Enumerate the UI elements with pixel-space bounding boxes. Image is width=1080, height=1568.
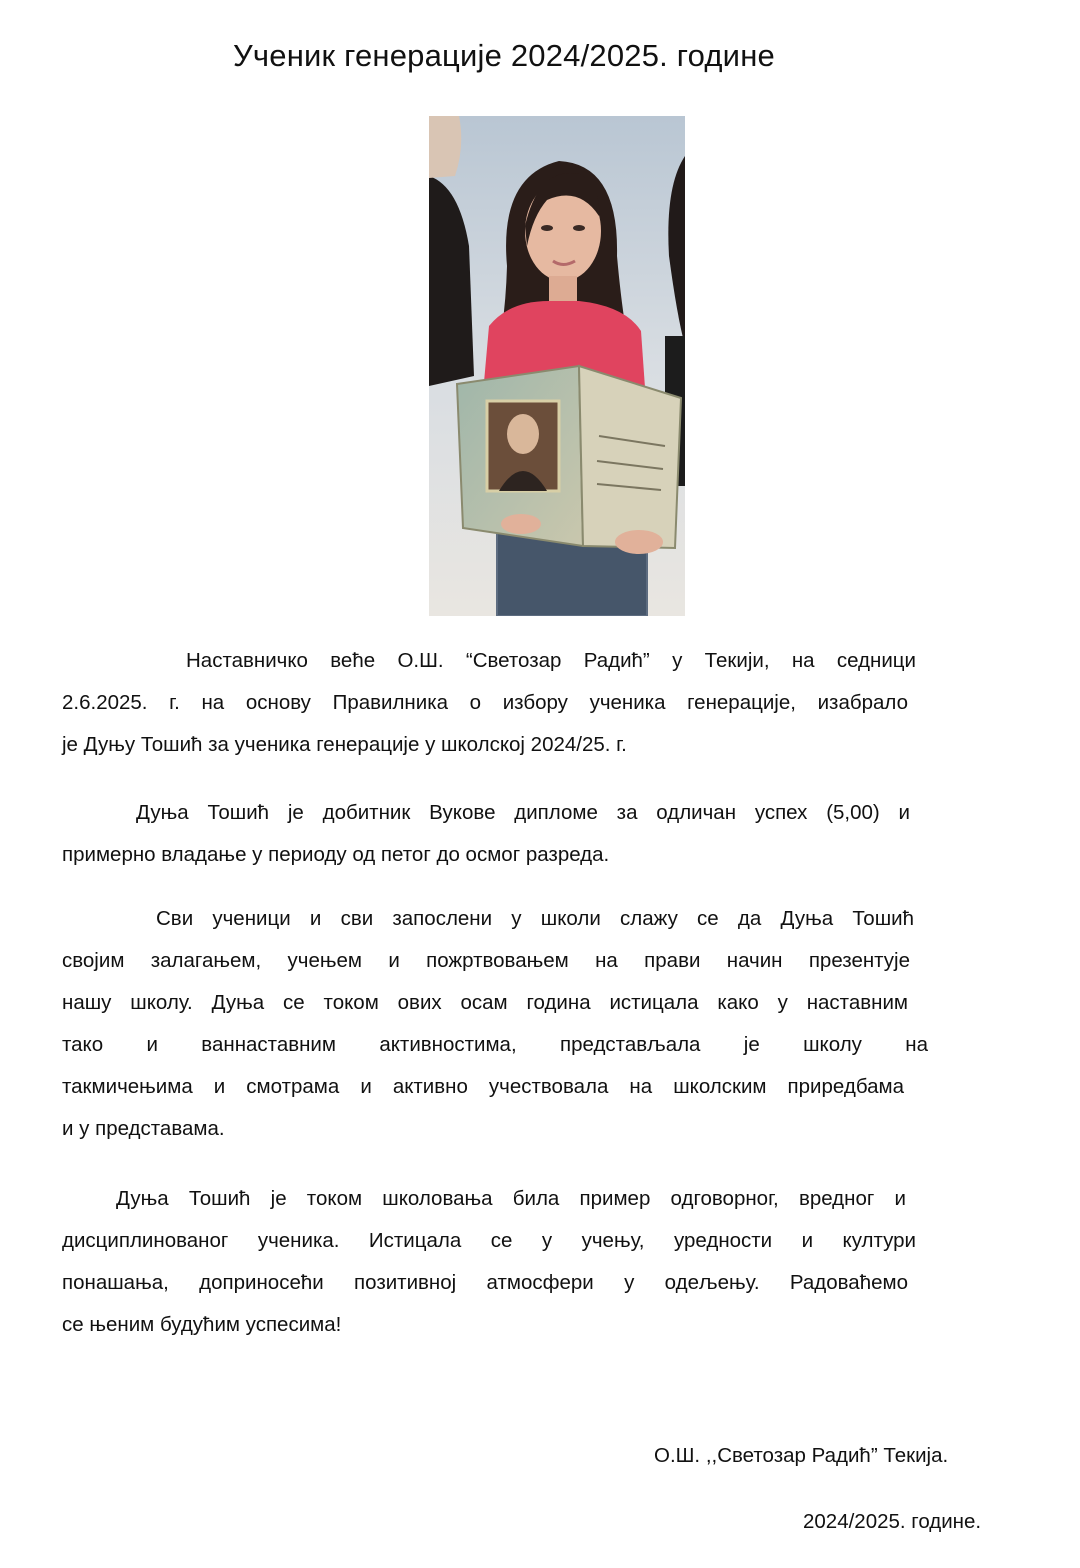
signature-year: 2024/2025. године. — [803, 1510, 982, 1533]
paragraph-1 — [62, 640, 928, 766]
student-photo-icon — [429, 116, 685, 616]
paragraph-3 — [62, 898, 928, 1150]
paragraph-line: нашу школу. Дуња се током ових осам година истицала како у наставним — [62, 991, 908, 1014]
paragraph-line: понашања, доприносећи позитивној атмосфери у одељењу. Радоваћемо — [62, 1271, 908, 1294]
paragraph-line: својим залагањем, учењем и пожртвовањем на прави начин презентује — [62, 949, 910, 972]
paragraph-4 — [62, 1178, 928, 1346]
paragraph-line: се њеним будућим успесима! — [62, 1313, 342, 1336]
paragraph-line: такмичењима и смотрама и активно учествовала на школским приредбама — [62, 1075, 904, 1098]
paragraph-line: примерно владање у периоду од петог до осмог разреда. — [62, 843, 610, 866]
paragraph-line: Наставничко веће О.Ш. “Светозар Радић” у Текији, на седници — [186, 649, 916, 672]
paragraph-line: Сви ученици и сви запослени у школи слажу се да Дуња Тошић — [156, 907, 914, 930]
paragraph-line: Дуња Тошић је добитник Вукове дипломе за одличан успех (5,00) и — [136, 801, 910, 824]
paragraph-2 — [62, 792, 928, 876]
paragraph-line: тако и ваннаставним активностима, представљала је школу на — [62, 1033, 928, 1056]
paragraph-line: 2.6.2025. г. на основу Правилника о избору ученика генерације, изабрало — [62, 691, 908, 714]
page-title: Ученик генерације 2024/2025. године — [233, 38, 775, 73]
student-photo — [429, 116, 685, 616]
paragraph-line: дисциплинованог ученика. Истицала се у учењу, уредности и култури — [62, 1229, 916, 1252]
signature-school: О.Ш. ,,Светозар Радић” Текија. — [654, 1444, 949, 1467]
paragraph-line: је Дуњу Тошић за ученика генерације у школској 2024/25. г. — [62, 733, 627, 756]
paragraph-line: Дуња Тошић је током школовања била пример одговорног, вредног и — [116, 1187, 906, 1210]
paragraph-line: и у представама. — [62, 1117, 225, 1140]
